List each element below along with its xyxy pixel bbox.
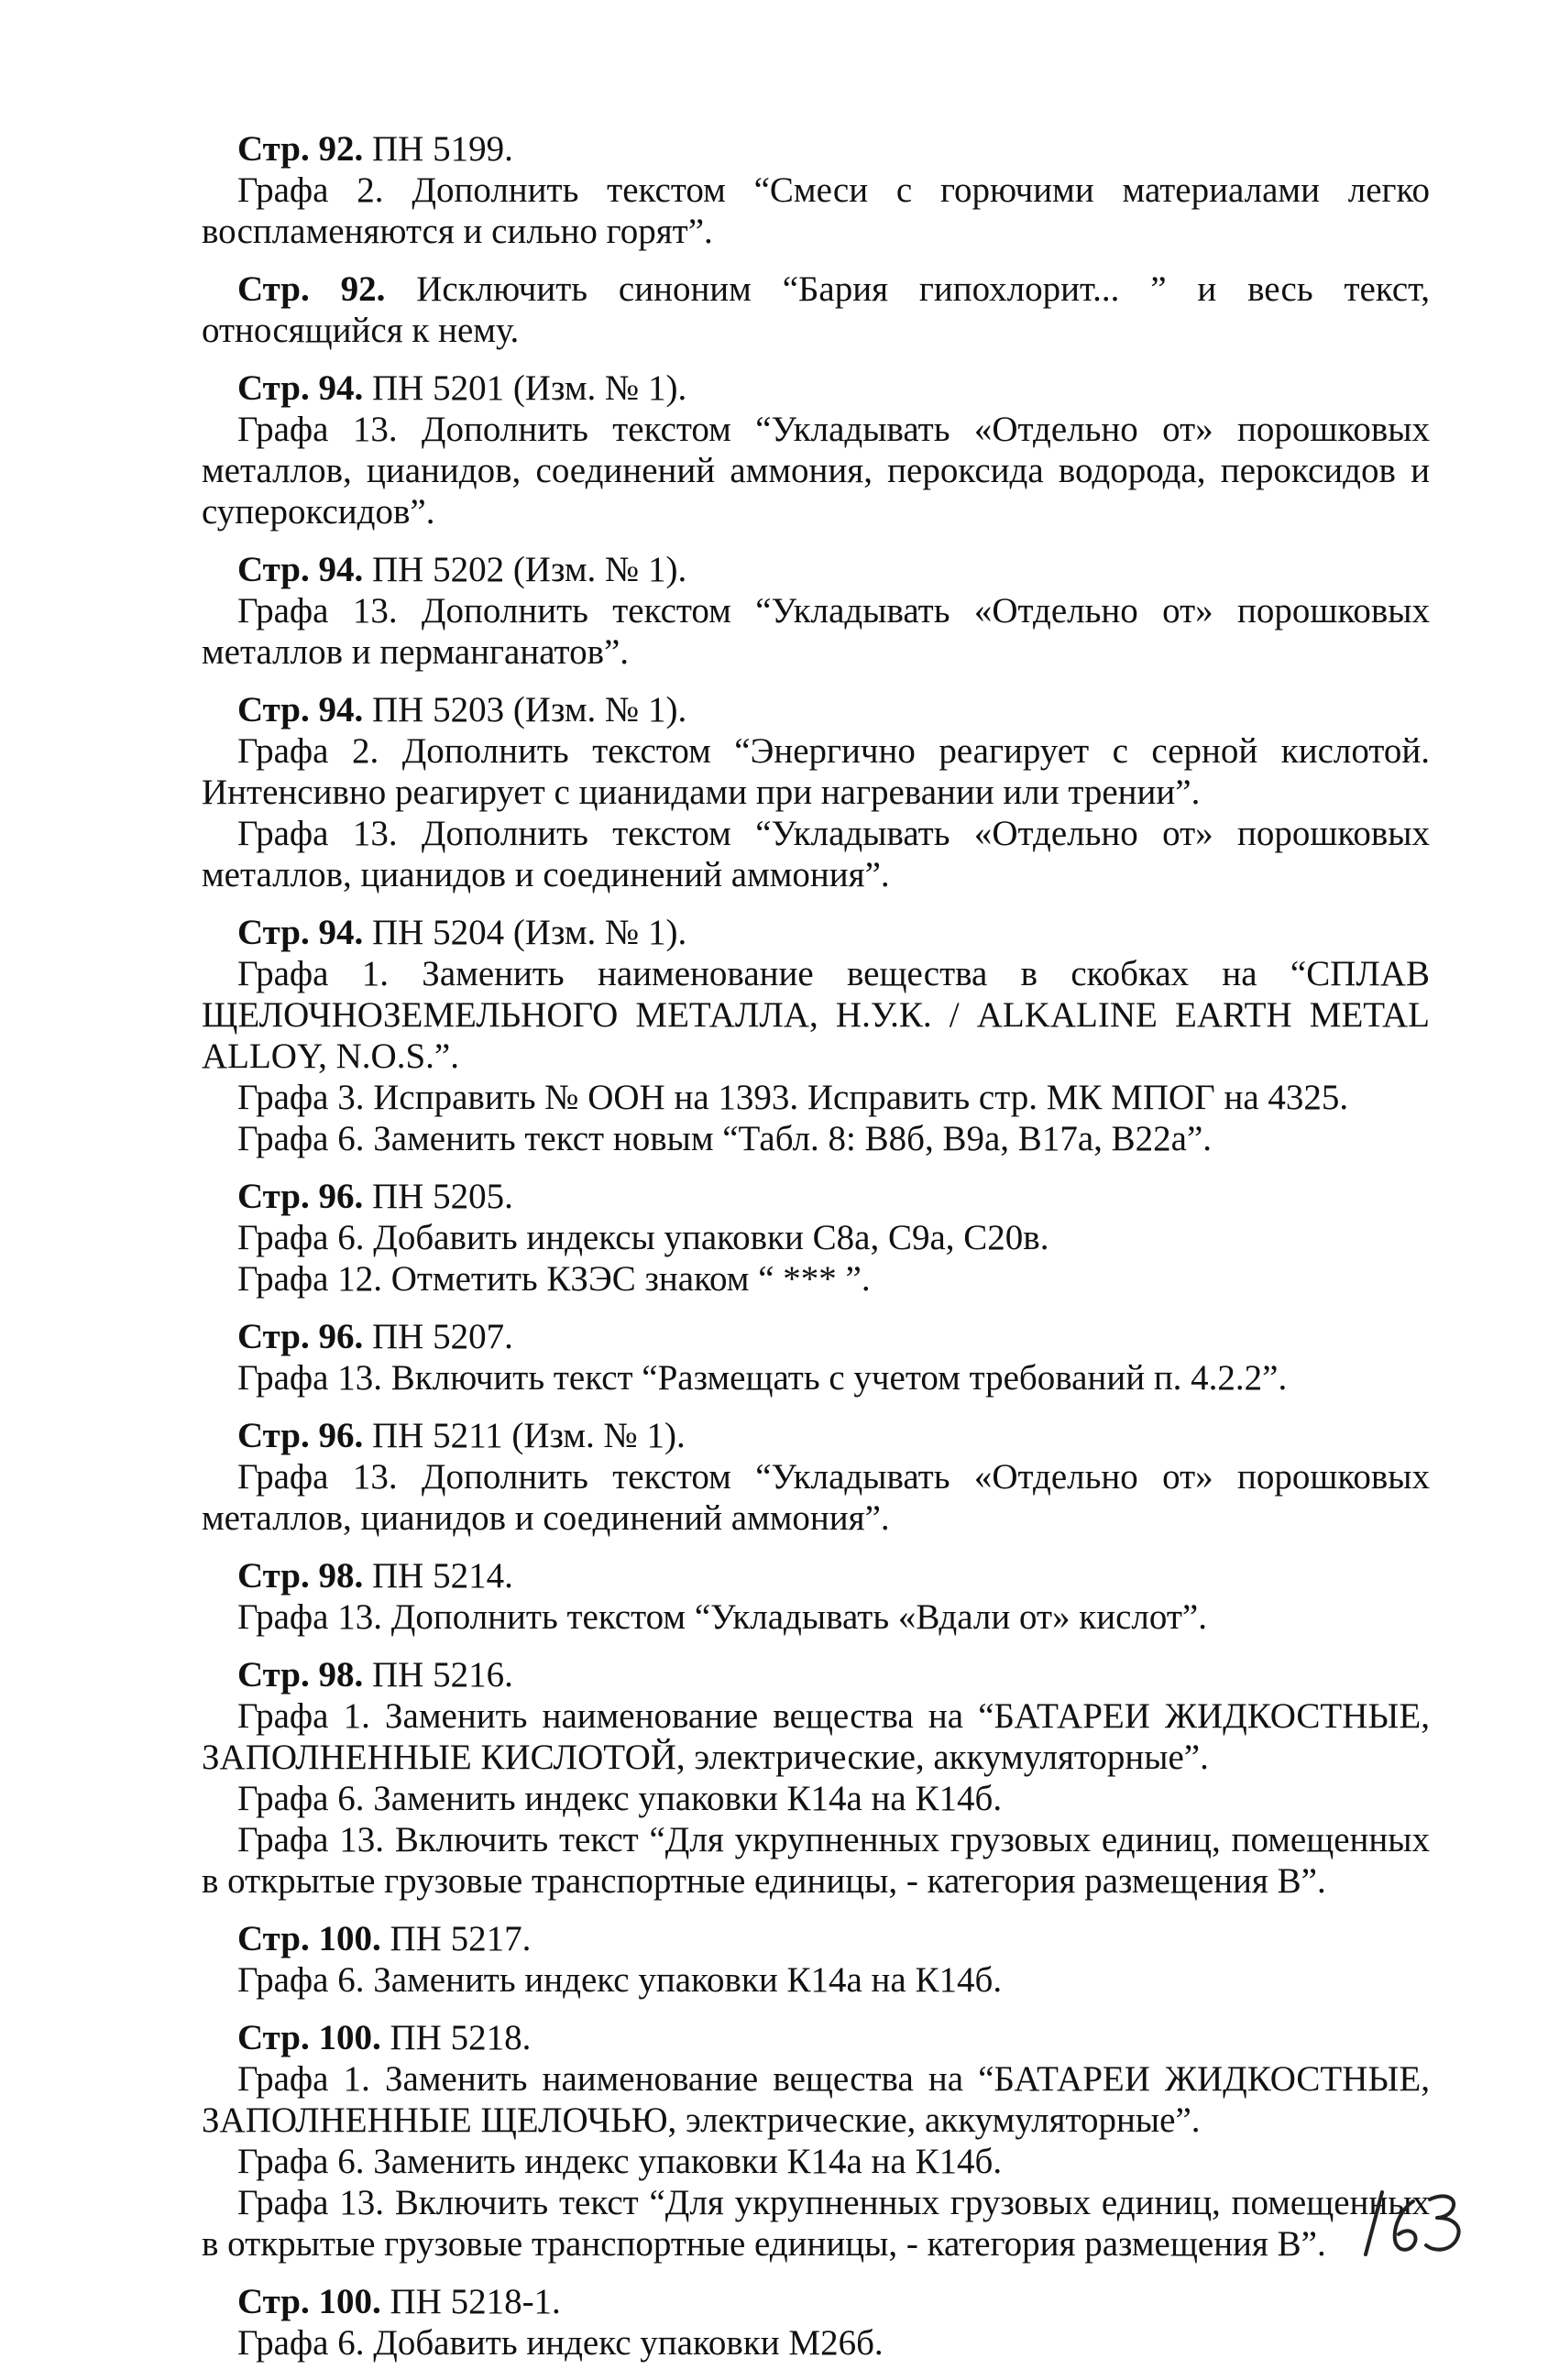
item-reference: ПН 5204 (Изм. № 1). bbox=[371, 913, 687, 952]
item-reference: ПН 5201 (Изм. № 1). bbox=[371, 368, 687, 408]
entry-reference bbox=[202, 367, 1430, 409]
amendment-entry bbox=[202, 1654, 1430, 1902]
page-reference: Стр. 96. bbox=[237, 1177, 364, 1216]
amendment-entry bbox=[202, 549, 1430, 673]
item-reference: ПН 5203 (Изм. № 1). bbox=[371, 690, 687, 729]
amendment-line: Графа 13. Включить текст “Размещать с учетом требований п. 4.2.2”. bbox=[237, 1358, 1288, 1398]
amendment-line: Графа 13. Дополнить текстом “Укладывать «Отдельно от» порошковых металлов и перманганатов”. bbox=[202, 591, 1430, 672]
amendment-entry bbox=[202, 2017, 1430, 2265]
amendment-line: Графа 12. Отметить КЗЭС знаком “ *** ”. bbox=[237, 1259, 871, 1299]
amendment-entry bbox=[202, 128, 1430, 252]
amendment-line: Графа 6. Добавить индексы упаковки С8а, С9а, С20в. bbox=[237, 1218, 1049, 1257]
page-reference: Стр. 94. bbox=[237, 368, 364, 408]
page-reference: Стр. 96. bbox=[237, 1416, 364, 1455]
amendment-line: Графа 6. Добавить индекс упаковки М26б. bbox=[237, 2323, 884, 2363]
entry-reference bbox=[202, 1176, 1430, 1217]
entry-reference bbox=[202, 2017, 1430, 2058]
amendment-line: Графа 2. Дополнить текстом “Смеси с горючими материалами легко воспламеняются и сильно горят”. bbox=[202, 170, 1430, 251]
amendment-entry bbox=[202, 1316, 1430, 1398]
amendment-line: Графа 2. Дополнить текстом “Энергично реагирует с серной кислотой. Интенсивно реагирует с цианидами при нагревании или трении”. bbox=[202, 731, 1430, 812]
item-reference: ПН 5207. bbox=[371, 1317, 513, 1356]
amendment-line: Графа 1. Заменить наименование вещества в скобках на “СПЛАВ ЩЕЛОЧНОЗЕМЕЛЬНОГО МЕТАЛЛА, Н.У.К. / ALKALINE EARTH METAL ALLOY, N.O.S.”. bbox=[202, 954, 1430, 1076]
item-reference: ПН 5216. bbox=[371, 1655, 513, 1695]
page-reference: Стр. 98. bbox=[237, 1556, 364, 1596]
page-reference: Стр. 100. bbox=[237, 1919, 381, 1958]
amendment-line: Графа 6. Заменить индекс упаковки К14а на К14б. bbox=[237, 2142, 1003, 2181]
entry-reference bbox=[202, 1316, 1430, 1357]
page-reference: Стр. 94. bbox=[237, 550, 364, 589]
item-reference: ПН 5214. bbox=[371, 1556, 513, 1596]
page-reference: Стр. 92. bbox=[237, 269, 386, 309]
amendment-entry bbox=[202, 2281, 1430, 2364]
page-reference: Стр. 96. bbox=[237, 1317, 364, 1356]
page-reference: Стр. 94. bbox=[237, 690, 364, 729]
entry-reference bbox=[202, 128, 1430, 170]
item-reference: ПН 5205. bbox=[371, 1177, 513, 1216]
entry-reference bbox=[202, 269, 1430, 351]
item-reference: ПН 5202 (Изм. № 1). bbox=[371, 550, 687, 589]
amendment-line: Графа 13. Дополнить текстом “Укладывать «Отдельно от» порошковых металлов, цианидов и соединений аммония”. bbox=[202, 814, 1430, 894]
entry-reference bbox=[202, 1654, 1430, 1695]
amendment-line: Графа 1. Заменить наименование вещества на “БАТАРЕИ ЖИДКОСТНЫЕ, ЗАПОЛНЕННЫЕ КИСЛОТОЙ, электрические, аккумуляторные”. bbox=[202, 1696, 1430, 1777]
amendment-line: Графа 6. Заменить индекс упаковки К14а на К14б. bbox=[237, 1779, 1003, 1818]
amendment-line: Графа 13. Дополнить текстом “Укладывать «Отдельно от» порошковых металлов, цианидов, соединений аммония, пероксида водорода, пероксидов и супероксидов”. bbox=[202, 410, 1430, 532]
item-reference: Исключить синоним “Бария гипохлорит... ” и весь текст, относящийся к нему. bbox=[202, 269, 1430, 350]
amendment-line: Графа 13. Включить текст “Для укрупненных грузовых единиц, помещенных в открытые грузовые транспортные единицы, - категория размещения В”. bbox=[202, 1820, 1430, 1901]
entry-reference bbox=[202, 912, 1430, 953]
amendment-line: Графа 13. Дополнить текстом “Укладывать «Отдельно от» порошковых металлов, цианидов и соединений аммония”. bbox=[202, 1457, 1430, 1538]
entry-reference bbox=[202, 1918, 1430, 1959]
amendment-line: Графа 1. Заменить наименование вещества на “БАТАРЕИ ЖИДКОСТНЫЕ, ЗАПОЛНЕННЫЕ ЩЕЛОЧЬЮ, электрические, аккумуляторные”. bbox=[202, 2059, 1430, 2140]
amendment-entry bbox=[202, 1918, 1430, 2001]
amendment-entry bbox=[202, 269, 1430, 351]
amendment-line: Графа 6. Заменить текст новым “Табл. 8: В8б, В9а, В17а, В22а”. bbox=[237, 1119, 1213, 1158]
handwritten-page-number-image bbox=[1356, 2181, 1476, 2264]
item-reference: ПН 5217. bbox=[390, 1919, 532, 1958]
amendment-entry bbox=[202, 1415, 1430, 1539]
handwritten-page-number bbox=[1356, 2181, 1476, 2264]
amendment-entry bbox=[202, 912, 1430, 1159]
amendment-entry bbox=[202, 367, 1430, 532]
amendment-entry bbox=[202, 1555, 1430, 1638]
entry-reference bbox=[202, 1415, 1430, 1456]
entry-reference bbox=[202, 689, 1430, 730]
item-reference: ПН 5199. bbox=[371, 129, 513, 169]
amendment-line: Графа 3. Исправить № ООН на 1393. Исправить стр. МК МПОГ на 4325. bbox=[237, 1078, 1349, 1117]
document-page bbox=[202, 128, 1430, 2380]
page-reference: Стр. 94. bbox=[237, 913, 364, 952]
page-reference: Стр. 100. bbox=[237, 2282, 381, 2321]
amendment-line: Графа 13. Включить текст “Для укрупненных грузовых единиц, помещенных в открытые грузовые транспортные единицы, - категория размещения В”. bbox=[202, 2183, 1430, 2264]
item-reference: ПН 5218-1. bbox=[390, 2282, 561, 2321]
amendment-line: Графа 13. Дополнить текстом “Укладывать «Вдали от» кислот”. bbox=[237, 1597, 1207, 1637]
page-reference: Стр. 92. bbox=[237, 129, 364, 169]
page-reference: Стр. 98. bbox=[237, 1655, 364, 1695]
page-reference: Стр. 100. bbox=[237, 2018, 381, 2057]
entry-reference bbox=[202, 549, 1430, 590]
entry-reference bbox=[202, 2281, 1430, 2322]
amendment-line: Графа 6. Заменить индекс упаковки К14а на К14б. bbox=[237, 1960, 1003, 2000]
amendment-entry bbox=[202, 689, 1430, 895]
amendment-entry bbox=[202, 1176, 1430, 1300]
item-reference: ПН 5211 (Изм. № 1). bbox=[371, 1416, 686, 1455]
entry-reference bbox=[202, 1555, 1430, 1596]
item-reference: ПН 5218. bbox=[390, 2018, 532, 2057]
